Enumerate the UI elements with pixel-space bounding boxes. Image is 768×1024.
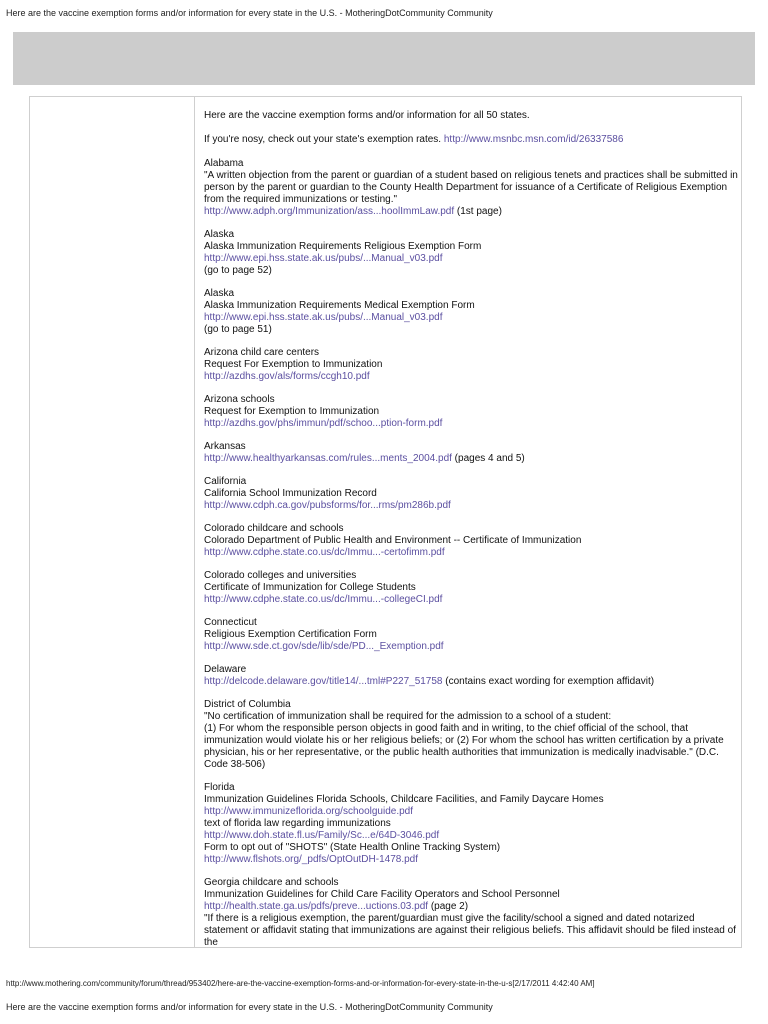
state-entry-line <box>204 547 738 559</box>
state-entry-link-note: (page 2) <box>428 901 469 912</box>
state-entry-line <box>204 641 738 653</box>
state-entry-text: Alaska Immunization Requirements Medical Exemption Form <box>204 300 475 311</box>
state-entry-link[interactable]: http://www.cdphe.state.co.us/dc/Immu...-certofimm.pdf <box>204 547 445 558</box>
state-entry-text: Form to opt out of "SHOTS" (State Health Online Tracking System) <box>204 842 501 853</box>
state-entry-link[interactable]: http://www.epi.hss.state.ak.us/pubs/...Manual_v03.pdf <box>204 312 443 323</box>
post-intro: Here are the vaccine exemption forms and/or information for all 50 states. <box>204 110 530 121</box>
exemption-rates-link[interactable]: http://www.msnbc.msn.com/id/26337586 <box>443 134 624 145</box>
state-entry <box>204 229 738 277</box>
state-entry-text: Certificate of Immunization for College Students <box>204 582 416 593</box>
state-entry-link[interactable]: http://www.healthyarkansas.com/rules...ments_2004.pdf <box>204 453 452 464</box>
state-entry-line <box>204 582 738 594</box>
state-entry-line <box>204 418 738 430</box>
state-entry-title: California <box>204 476 247 487</box>
forum-post <box>29 96 742 948</box>
state-entry-line <box>204 170 738 206</box>
state-entry <box>204 347 738 383</box>
state-entry-line <box>204 830 738 842</box>
state-entry <box>204 699 738 771</box>
state-entry <box>204 394 738 430</box>
state-entry-text: Religious Exemption Certification Form <box>204 629 377 640</box>
state-entry <box>204 476 738 512</box>
state-entry-line <box>204 312 738 324</box>
state-entry-title: Arkansas <box>204 441 246 452</box>
state-entry-line <box>204 265 738 277</box>
state-entry-line <box>204 818 738 830</box>
state-entry <box>204 441 738 465</box>
state-entry-line <box>204 253 738 265</box>
state-entry-title: Colorado childcare and schools <box>204 523 344 534</box>
state-entry <box>204 523 738 559</box>
state-entry-line <box>204 854 738 866</box>
state-entry <box>204 782 738 866</box>
state-entry-text: California School Immunization Record <box>204 488 377 499</box>
state-entry-link[interactable]: http://azdhs.gov/phs/immun/pdf/schoo...ption-form.pdf <box>204 418 443 429</box>
state-entry-line <box>204 371 738 383</box>
state-entry-title: Arizona child care centers <box>204 347 320 358</box>
state-entry-line <box>204 889 738 901</box>
state-entry-text: (go to page 51) <box>204 324 272 335</box>
state-entry-line <box>204 629 738 641</box>
state-entry-line <box>204 453 738 465</box>
page-header-title: Here are the vaccine exemption forms and/or information for every state in the U.S. - MotheringDotCommunity Community <box>6 8 493 18</box>
state-entry-line <box>204 324 738 336</box>
footer-url: http://www.mothering.com/community/forum/thread/953402/here-are-the-vaccine-exemption-forms-and-or-information-for-every-state-in-the-u-s[2/17/2011 4:42:40 AM] <box>6 979 595 988</box>
state-entry-line <box>204 723 738 771</box>
state-entry-title: Connecticut <box>204 617 257 628</box>
state-entry-text: (go to page 52) <box>204 265 272 276</box>
state-entry-title: Alabama <box>204 158 244 169</box>
state-entry-text: Request for Exemption to Immunization <box>204 406 380 417</box>
state-entry-line <box>204 711 738 723</box>
state-entry-link[interactable]: http://www.adph.org/Immunization/ass...hoolImmLaw.pdf <box>204 206 455 217</box>
state-entry-link-note: (pages 4 and 5) <box>451 453 525 464</box>
state-entry-line <box>204 500 738 512</box>
state-entry-text: (1) For whom the responsible person objects in good faith and in writing, to the chief official of the school, that immunization would violate his or her religious beliefs; or (2) For whom the school has written certification by a private physician, his or her representative, or the public health authorities that immunization is medically inadvisable." (D.C. Code 38-506) <box>204 723 724 770</box>
state-entry-title: Colorado colleges and universities <box>204 570 357 581</box>
state-entry-link[interactable]: http://www.sde.ct.gov/sde/lib/sde/PD..._Exemption.pdf <box>204 641 444 652</box>
state-entry <box>204 570 738 606</box>
state-entry-line <box>204 206 738 218</box>
state-entry <box>204 288 738 336</box>
nosy-paragraph <box>204 134 738 146</box>
state-entry-title: Florida <box>204 782 235 793</box>
state-entry-link[interactable]: http://www.cdph.ca.gov/pubsforms/for...rms/pm286b.pdf <box>204 500 451 511</box>
state-entry-link[interactable]: http://www.immunizeflorida.org/schoolguide.pdf <box>204 806 413 817</box>
post-author-column <box>30 97 195 947</box>
state-entry-title: Delaware <box>204 664 247 675</box>
state-entry-text: "No certification of immunization shall be required for the admission to a school of a student: <box>204 711 612 722</box>
state-entry-line <box>204 594 738 606</box>
state-entry-link-note: (contains exact wording for exemption affidavit) <box>442 676 655 687</box>
state-entries <box>204 158 738 948</box>
state-entry-line <box>204 241 738 253</box>
state-entry-text: text of florida law regarding immunizations <box>204 818 391 829</box>
state-entry-text: Request For Exemption to Immunization <box>204 359 383 370</box>
state-entry-line <box>204 806 738 818</box>
state-entry <box>204 877 738 948</box>
state-entry-line <box>204 842 738 854</box>
state-entry-line <box>204 794 738 806</box>
post-body <box>204 110 738 948</box>
state-entry-title: Georgia childcare and schools <box>204 877 339 888</box>
state-entry-title: Alaska <box>204 229 235 240</box>
state-entry-title: District of Columbia <box>204 699 291 710</box>
state-entry-link[interactable]: http://www.cdphe.state.co.us/dc/Immu...-collegeCI.pdf <box>204 594 443 605</box>
state-entry-text: "If there is a religious exemption, the parent/guardian must give the facility/school a signed and dated notarized statement or affidavit stating that immunizations are against their religious beliefs. This affidavit should be filed instead of the <box>204 913 736 948</box>
state-entry-text: "A written objection from the parent or guardian of a student based on religious tenets and practices shall be submitted in person by the parent or guardian to the County Health Department for issuance of a Certificate of Religious Exemption from the required immunizations or testing." <box>204 170 738 205</box>
state-entry-link[interactable]: http://www.epi.hss.state.ak.us/pubs/...Manual_v03.pdf <box>204 253 443 264</box>
state-entry-text: Immunization Guidelines for Child Care Facility Operators and School Personnel <box>204 889 560 900</box>
state-entry-line <box>204 359 738 371</box>
footer-title: Here are the vaccine exemption forms and/or information for every state in the U.S. - MotheringDotCommunity Community <box>6 1002 493 1012</box>
state-entry-title: Arizona schools <box>204 394 275 405</box>
state-entry-link[interactable]: http://delcode.delaware.gov/title14/...tml#P227_51758 <box>204 676 443 687</box>
state-entry-link[interactable]: http://health.state.ga.us/pdfs/preve...uctions.03.pdf <box>204 901 429 912</box>
state-entry-link[interactable]: http://www.flshots.org/_pdfs/OptOutDH-1478.pdf <box>204 854 418 865</box>
state-entry-title: Alaska <box>204 288 235 299</box>
state-entry-link[interactable]: http://www.doh.state.fl.us/Family/Sc...e/64D-3046.pdf <box>204 830 440 841</box>
state-entry-line <box>204 535 738 547</box>
state-entry-line <box>204 913 738 948</box>
state-entry-link[interactable]: http://azdhs.gov/als/forms/ccgh10.pdf <box>204 371 370 382</box>
state-entry-text: Alaska Immunization Requirements Religious Exemption Form <box>204 241 482 252</box>
state-entry <box>204 158 738 218</box>
state-entry <box>204 664 738 688</box>
state-entry-line <box>204 676 738 688</box>
nosy-text: If you're nosy, check out your state's exemption rates. <box>204 134 442 145</box>
state-entry-text: Immunization Guidelines Florida Schools, Childcare Facilities, and Family Daycare Homes <box>204 794 604 805</box>
state-entry-line <box>204 300 738 312</box>
state-entry-line <box>204 488 738 500</box>
state-entry-line <box>204 901 738 913</box>
state-entry-link-note: (1st page) <box>454 206 502 217</box>
state-entry <box>204 617 738 653</box>
header-banner <box>13 32 755 85</box>
state-entry-text: Colorado Department of Public Health and Environment -- Certificate of Immunization <box>204 535 582 546</box>
state-entry-line <box>204 406 738 418</box>
